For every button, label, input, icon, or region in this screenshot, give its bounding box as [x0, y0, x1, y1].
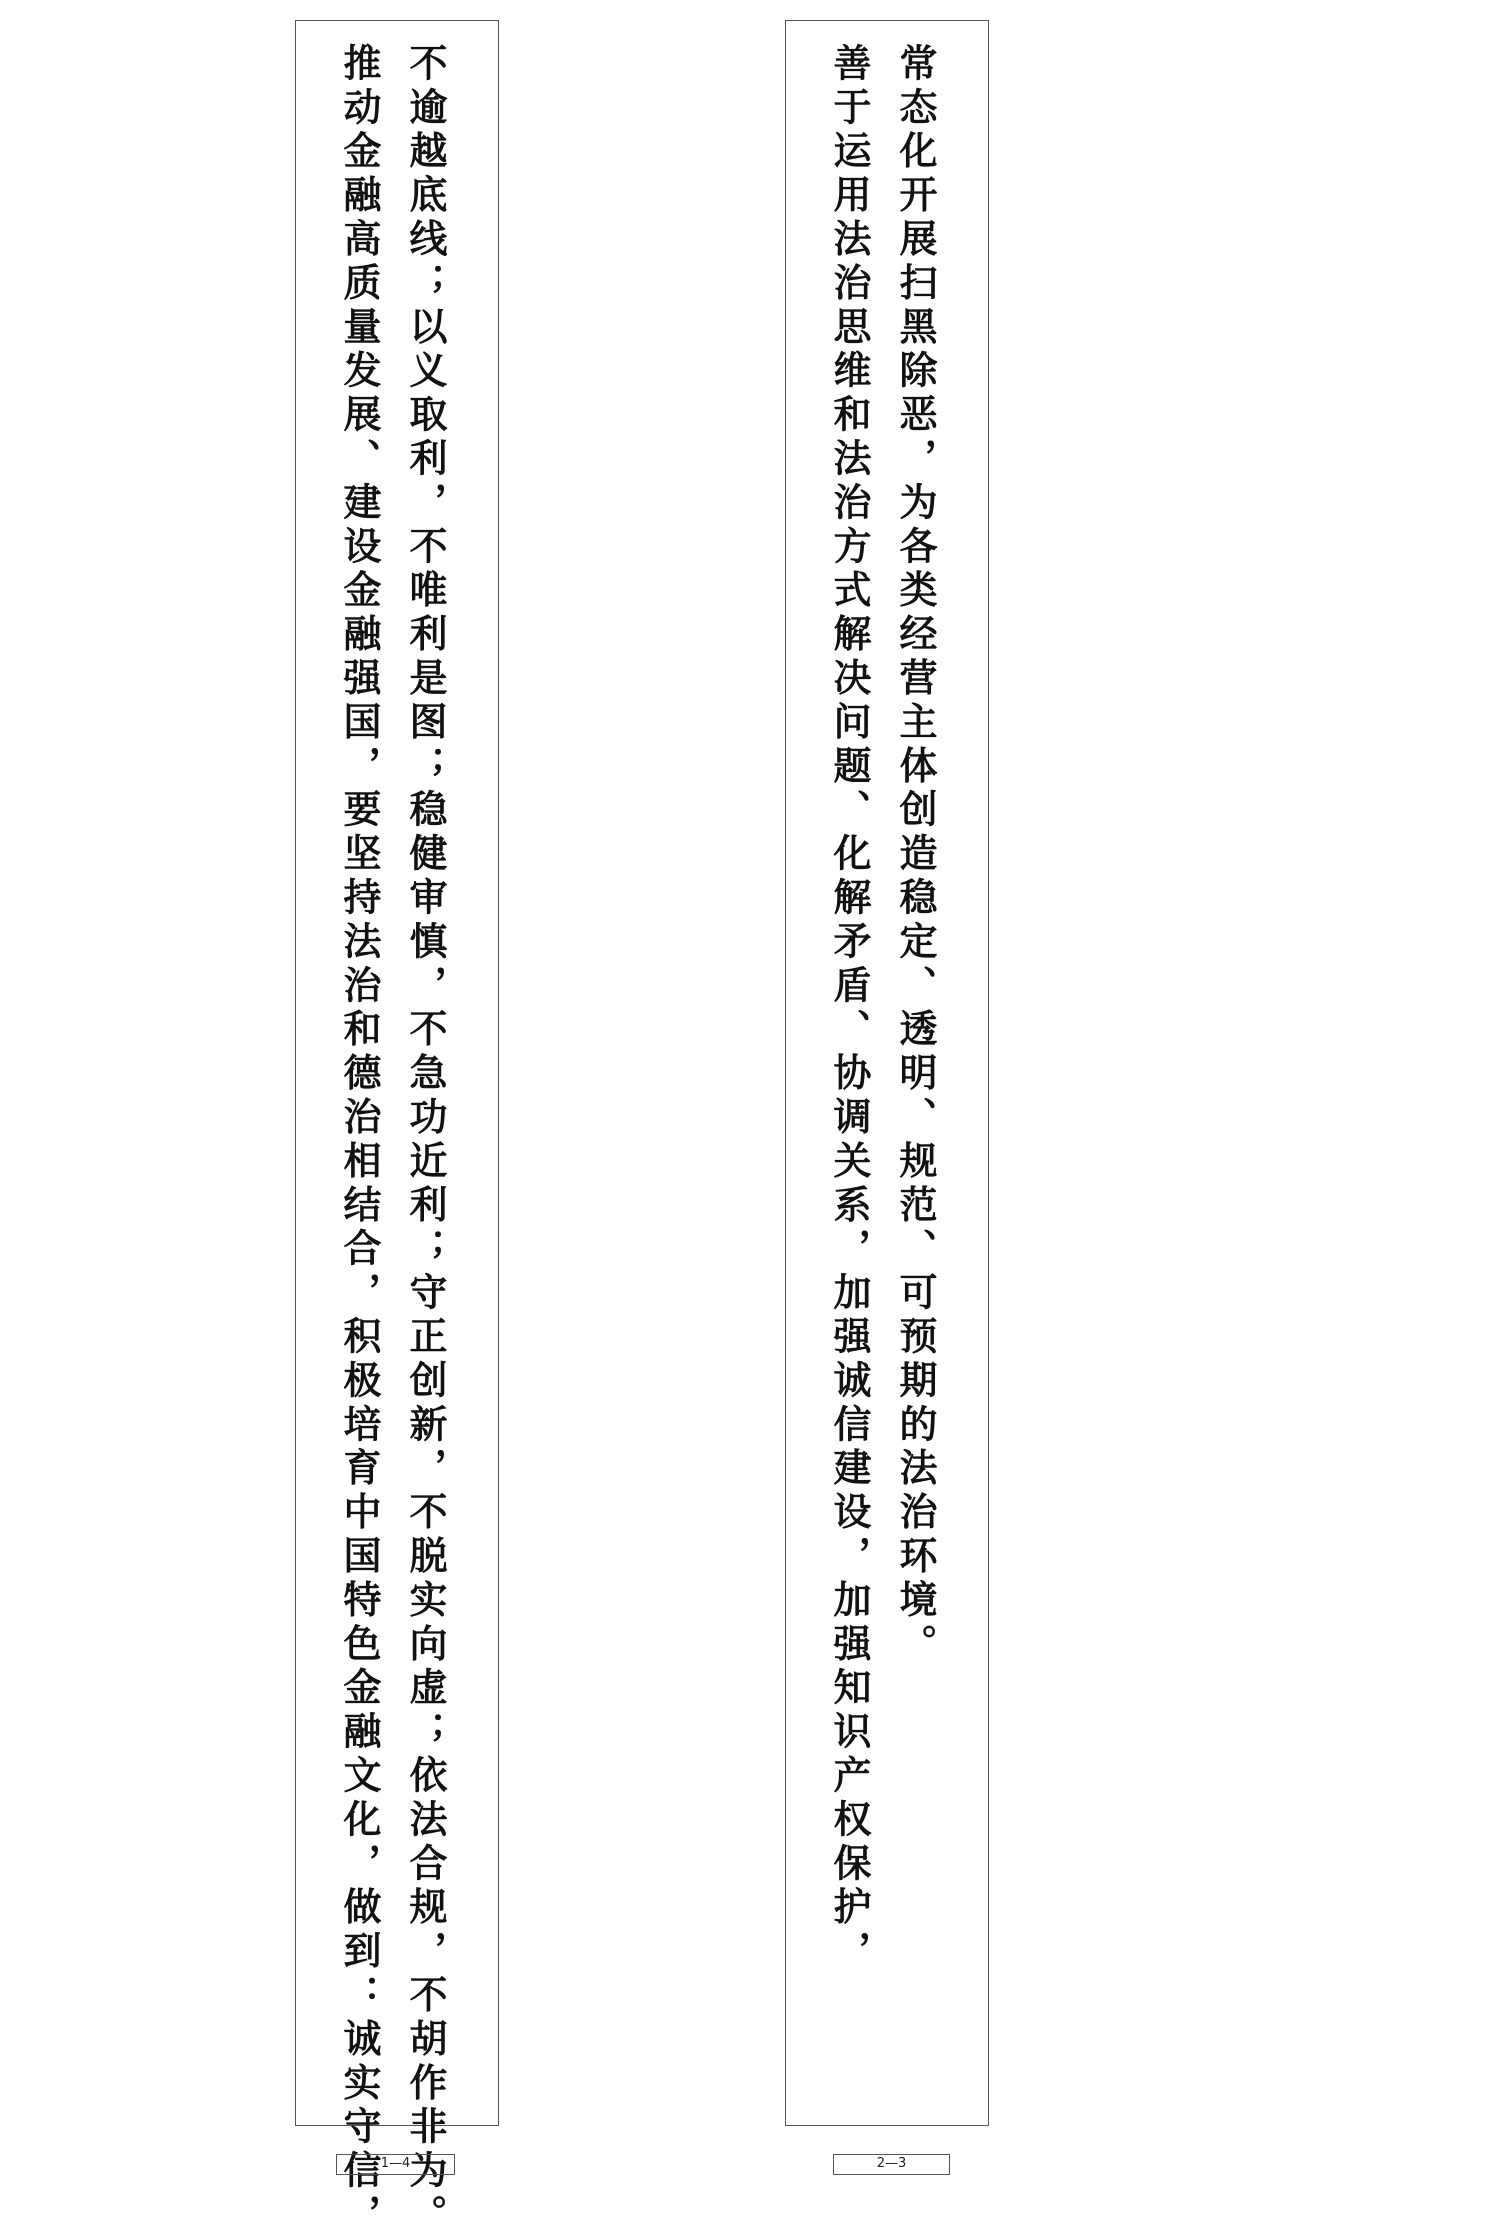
text-column: 善于运用法治思维和法治方式解决问题、化解矛盾、协调关系，加强诚信建设，加强知识产权保护， — [827, 43, 872, 1975]
text-column: 不逾越底线；以义取利，不唯利是图；稳健审慎，不急功近利；守正创新，不脱实向虚；依法合规，不胡作非为。 — [403, 43, 448, 2238]
page-label: 1—4 — [336, 2154, 455, 2175]
couplet-panel-right — [785, 20, 989, 2126]
text-column: 常态化开展扫黑除恶，为各类经营主体创造稳定、透明、规范、可预期的法治环境。 — [893, 43, 938, 1668]
page-label: 2—3 — [833, 2154, 950, 2175]
text-column: 推动金融高质量发展、建设金融强国，要坚持法治和德治相结合，积极培育中国特色金融文化，做到：诚实守信， — [337, 43, 382, 2238]
